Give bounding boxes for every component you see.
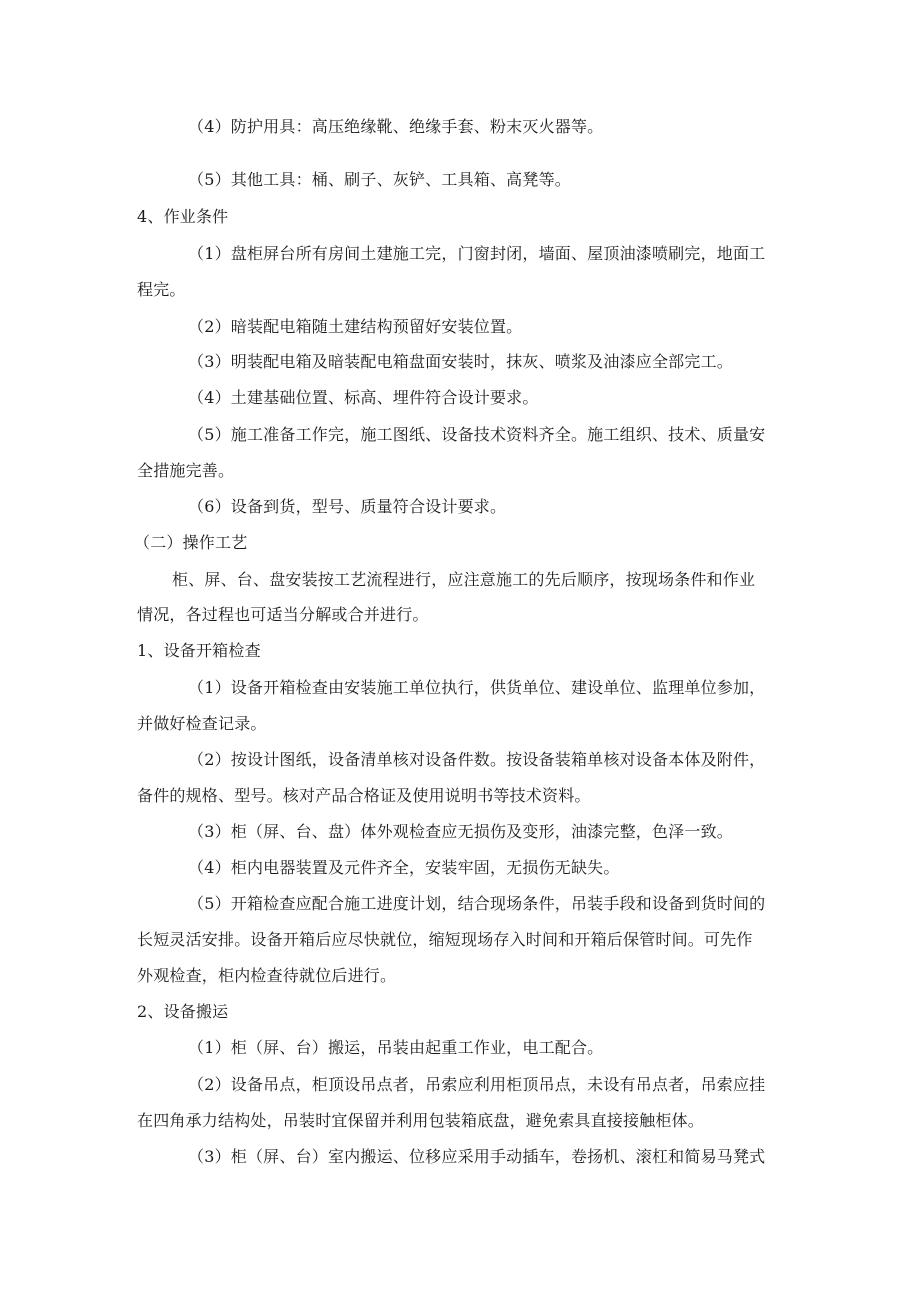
text-line: （1）设备开箱检查由安装施工单位执行，供货单位、建设单位、监理单位参加， bbox=[188, 678, 766, 697]
text-line: （3）柜（屏、台）室内搬运、位移应采用手动插车，卷扬机、滚杠和简易马凳式 bbox=[188, 1147, 766, 1166]
text-line: 在四角承力结构处，吊装时宜保留并利用包装箱底盘，避免索具直接接触柜体。 bbox=[137, 1111, 705, 1130]
text-line: 外观检查，柜内检查待就位后进行。 bbox=[137, 966, 397, 985]
text-line: 并做好检查记录。 bbox=[137, 714, 267, 733]
text-line: （2）按设计图纸，设备清单核对设备件数。按设备装箱单核对设备本体及附件， bbox=[188, 750, 766, 769]
text-line: （2）设备吊点，柜顶设吊点者，吊索应利用柜顶吊点，未设有吊点者，吊索应挂 bbox=[188, 1075, 766, 1094]
section-heading: 1、设备开箱检查 bbox=[137, 641, 261, 660]
section-heading: 4、作业条件 bbox=[137, 207, 229, 226]
text-line: （1）柜（屏、台）搬运，吊装由起重工作业，电工配合。 bbox=[188, 1038, 604, 1057]
section-heading: 2、设备搬运 bbox=[137, 1002, 229, 1021]
text-line: （4）柜内电器装置及元件齐全，安装牢固，无损伤无缺失。 bbox=[188, 858, 620, 877]
text-line: （5）施工准备工作完，施工图纸、设备技术资料齐全。施工组织、技术、质量安 bbox=[188, 425, 766, 444]
text-line: 全措施完善。 bbox=[137, 461, 235, 480]
text-line: （3）明装配电箱及暗装配电箱盘面安装时，抹灰、喷浆及油漆应全部完工。 bbox=[188, 352, 733, 371]
text-line: （3）柜（屏、台、盘）体外观检查应无损伤及变形，油漆完整，色泽一致。 bbox=[188, 822, 733, 841]
text-line: 柜、屏、台、盘安装按工艺流程进行，应注意施工的先后顺序，按现场条件和作业 bbox=[172, 570, 756, 589]
text-line: （2）暗装配电箱随土建结构预留好安装位置。 bbox=[188, 317, 523, 336]
text-line: （6）设备到货，型号、质量符合设计要求。 bbox=[188, 497, 507, 516]
text-line: 长短灵活安排。设备开箱后应尽快就位，缩短现场存入时间和开箱后保管时间。可先作 bbox=[137, 930, 753, 949]
text-line: 备件的规格、型号。核对产品合格证及使用说明书等技术资料。 bbox=[137, 786, 591, 805]
text-line: （5）其他工具：桶、刷子、灰铲、工具箱、高凳等。 bbox=[188, 170, 571, 189]
text-line: 程完。 bbox=[137, 280, 186, 299]
text-line: （1）盘柜屏台所有房间土建施工完，门窗封闭，墙面、屋顶油漆喷刷完，地面工 bbox=[188, 244, 766, 263]
text-line: （4）土建基础位置、标高、埋件符合设计要求。 bbox=[188, 388, 539, 407]
text-line: （4）防护用具：高压绝缘靴、绝缘手套、粉末灭火器等。 bbox=[188, 117, 604, 136]
text-line: （5）开箱检查应配合施工进度计划，结合现场条件，吊装手段和设备到货时间的 bbox=[188, 894, 766, 913]
section-heading: （二）操作工艺 bbox=[134, 533, 248, 552]
text-line: 情况，各过程也可适当分解或合并进行。 bbox=[137, 605, 429, 624]
